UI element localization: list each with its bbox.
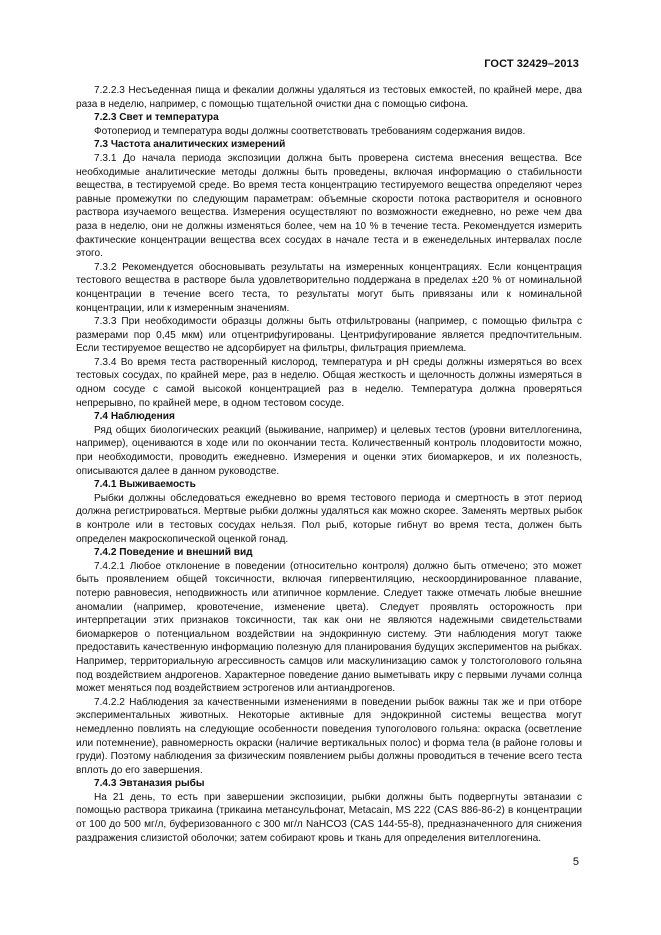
paragraph-7-4: Ряд общих биологических реакций (выживание, например) и целевых тестов (уровни вителлогенина, например), оцениваются в ходе или по окончании теста. Количественный контроль плодовитости можно, при необходимости, проводить ежедневно. Измерения и оценки этих биомаркеров, и их полезность, описываются далее в данном руководстве. bbox=[76, 424, 582, 477]
paragraph-7-2-2-3: 7.2.2.3 Несъеденная пища и фекалии должны удаляться из тестовых емкостей, по крайней мере, два раза в неделю, например, с помощью тщательной очистки дна с помощью сифона. bbox=[76, 85, 582, 110]
paragraph-7-4-1: Рыбки должны обследоваться ежедневно во время тестового периода и смертность в этот период должна регистрироваться. Мертвые рыбки должны удаляться как можно скорее. Заменять мертвых рыбок в контроле или в тестовых сосудах нельзя. Пол рыб, которые гибнут во время теста, должен быть определен макроскопической оценкой гонад. bbox=[76, 492, 582, 545]
paragraph-7-3-3: 7.3.3 При необходимости образцы должны быть отфильтрованы (например, с помощью фильтра с размерами пор 0,45 мкм) или отцентрифугированы. Центрифугирование является предпочтительным. Если тестируемое вещество не адсорбирует на фильтры, фильтрация приемлема. bbox=[76, 316, 582, 355]
paragraph-7-3-1: 7.3.1 До начала периода экспозиции должна быть проверена система внесения вещества. Все необходимые аналитические методы должны быть проведены, включая информацию о стабильности вещества, в тестируемой среде. Во время теста концентрацию тестируемого вещества определяют через равные промежутки по следующим параметрам: объемные скорости потока растворителя и основного раствора изучаемого вещества. Измерения осуществляют по возможности ежедневно, но реже чем два раза в неделю, они не должны изменяться более, чем на 10 % в течение теста. Рекомендуется измерить фактические концентрации вещества всех сосудах в начале теста и в еженедельных интервалах после этого. bbox=[76, 152, 582, 260]
heading-7-4-2: 7.4.2 Поведение и внешний вид bbox=[94, 547, 253, 559]
document-body bbox=[76, 84, 582, 845]
page-number: 5 bbox=[572, 856, 579, 868]
heading-7-4: 7.4 Наблюдения bbox=[94, 411, 175, 423]
heading-7-4-3: 7.4.3 Эвтаназия рыбы bbox=[94, 778, 205, 790]
standard-header: ГОСТ 32429–2013 bbox=[484, 58, 579, 70]
paragraph-7-3-2: 7.3.2 Рекомендуется обосновывать результаты на измеренных концентрациях. Если концентрация тестового вещества в растворе была удовлетворительно поддержана в пределах ±20 % от номинальной концентрации в течение всего теста, то результаты могут быть привязаны или к номинальной концентрации, или к измеренным значениям. bbox=[76, 261, 582, 314]
heading-7-3: 7.3 Частота аналитических измерений bbox=[94, 139, 286, 151]
heading-7-4-1: 7.4.1 Выживаемость bbox=[94, 479, 196, 491]
paragraph-7-4-2-2: 7.4.2.2 Наблюдения за качественными изменениями в поведении рыбок важны так же и при отборе экспериментальных животных. Некоторые активные для эндокринной системы вещества могут немедленно повлиять на следующие особенности поведения тупоголового гольяна: окраска (осветление или потемнение), равномерность окраски (наличие вертикальных полос) и форма тела (в районе головы и груди). Поэтому наблюдения за физическим появлением рыбы должны проводиться в течение всего теста вплоть до его завершения. bbox=[76, 696, 582, 776]
heading-7-2-3: 7.2.3 Свет и температура bbox=[94, 112, 219, 124]
paragraph-7-3-4: 7.3.4 Во время теста растворенный кислород, температура и pH среды должны измеряться во всех тестовых сосудах, по крайней мере, раз в неделю. Общая жесткость и щелочность должны измеряться в одном сосуде с самой высокой концентрацией раз в неделю. Температура должна проверяться непрерывно, по крайней мере, в одном тестовом сосуде. bbox=[76, 356, 582, 409]
paragraph-7-2-3: Фотопериод и температура воды должны соответствовать требованиям содержания видов. bbox=[94, 125, 526, 137]
paragraph-7-4-2-1: 7.4.2.1 Любое отклонение в поведении (относительно контроля) должно быть отмечено; это может быть проявлением общей токсичности, включая гипервентиляцию, нескоординированное плавание, потерю равновесия, неподвижность или атипичное кормление. Следует также отмечать любые внешние аномалии (например, кровотечение, изменение цвета). Следует проявлять осторожность при интерпретации этих признаков токсичности, так как они не являются надежными свидетельствами биомаркеров о потенциальном воздействии на эндокринную систему. Эти наблюдения могут также предоставить качественную информацию полезную для планирования будущих экспериментов на рыбках. Например, территориальную агрессивность самцов или маскулинизацию самок у толстоголового гольяна под воздействием андрогенов. Характерное поведение данио выметывать икру с первыми лучами солнца может меняться под воздействием эстрогенов или антиандрогенов. bbox=[76, 560, 582, 695]
paragraph-7-4-3: На 21 день, то есть при завершении экспозиции, рыбки должны быть подвергнуты эвтаназии с помощью раствора трикаина (трикаина метансульфонат, Metacain, MS 222 (CAS 886-86-2) в концентрации от 100 до 500 мг/л, буферизованного с 300 мг/л NaHCO3 (CAS 144-55-8), предназначенного для снижения раздражения слизистой оболочки; затем собирают кровь и ткань для определения вителлогенина. bbox=[76, 791, 582, 844]
